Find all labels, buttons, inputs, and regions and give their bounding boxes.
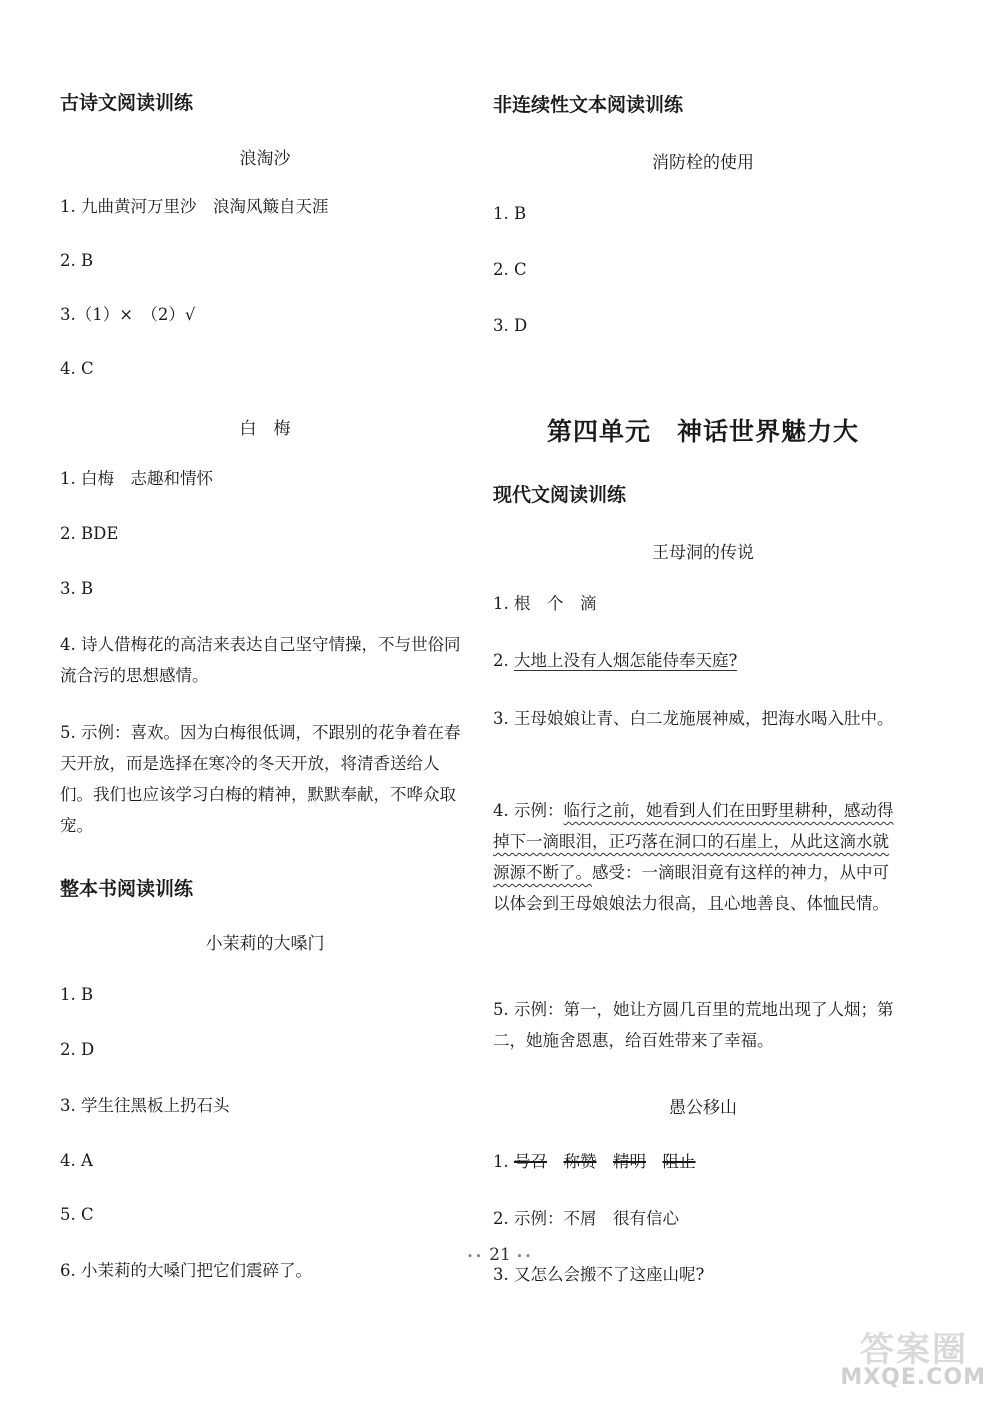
answer-item: 3. D (493, 316, 528, 335)
answer-item: 5. 示例：第一，她让方圆几百里的荒地出现了人烟；第二，她施舍恩惠，给百姓带来了幸福。 (493, 1000, 894, 1050)
answer-item: 6. 小茉莉的大嗓门把它们震碎了。 (60, 1261, 312, 1280)
answer-item: 2. BDE (60, 524, 119, 543)
answer-item: 1. 九曲黄河万里沙 浪淘风簸自天涯 (60, 197, 329, 216)
answer-item: 1. B (60, 985, 94, 1004)
section-title-modern-text: 现代文阅读训练 (493, 484, 627, 506)
section-title-classical-poetry: 古诗文阅读训练 (60, 92, 194, 114)
site-watermark-logo (816, 1320, 986, 1390)
poem-title-baimei: 白 梅 (239, 419, 291, 439)
dot-ornament-left: •• (466, 1250, 484, 1263)
story-title-yugongyishan: 愚公移山 (669, 1098, 737, 1118)
answer-item: 3. 王母娘娘让青、白二龙施展神威，把海水喝入肚中。 (493, 709, 894, 728)
watermark-top-text: 答案圈 (860, 1330, 968, 1370)
answer-item: 2. B (60, 251, 94, 270)
struck-word: 号召 (514, 1152, 547, 1171)
answer-prefix: 示例： (514, 801, 564, 820)
underlined-answer: 大地上没有人烟怎能侍奉天庭? (514, 651, 738, 670)
answer-item: 4. A (60, 1151, 93, 1170)
watermark-bottom-text: MXQE.COM (840, 1365, 986, 1390)
page-number-text: 21 (489, 1245, 511, 1265)
answer-item: 1. 白梅 志趣和情怀 (60, 469, 213, 488)
page-number (0, 1245, 1000, 1265)
section-title-whole-book: 整本书阅读训练 (60, 878, 194, 900)
answer-item: 4. 诗人借梅花的高洁来表达自己坚守情操，不与世俗同流合污的思想感情。 (60, 635, 461, 685)
answer-item: 1. B (493, 204, 527, 223)
answer-item: 4. C (60, 359, 94, 378)
book-title: 小茉莉的大嗓门 (205, 934, 325, 954)
answer-item: 1. 根 个 滴 (493, 594, 597, 613)
wavy-underlined-answer: 临行之前，她看到人们在田野里耕种，感动得掉下一滴眼泪，正巧落在洞口的石崖上，从此这滴水就源源不断了。 (493, 801, 894, 882)
answer-number: 1. (493, 1152, 514, 1171)
answer-number: 4. (493, 801, 514, 820)
poem-title-langtaosha: 浪淘沙 (239, 149, 291, 169)
answer-feeling: 感受：一滴眼泪竟有这样的神力，从中可以体会到王母娘娘法力很高，且心地善良、体恤民情。 (493, 863, 889, 913)
answer-item: 5. C (60, 1205, 94, 1224)
unit-title: 第四单元 神话世界魅力大 (546, 417, 859, 446)
story-title-wangmudong: 王母洞的传说 (652, 543, 754, 563)
answer-item: 3. 又怎么会搬不了这座山呢? (493, 1265, 705, 1284)
answer-item: 2. C (493, 260, 527, 279)
answer-item (493, 795, 905, 919)
section-title-non-continuous-text: 非连续性文本阅读训练 (493, 94, 684, 116)
answer-item: 3. 学生往黑板上扔石头 (60, 1096, 230, 1115)
struck-word: 精明 (613, 1152, 646, 1171)
answer-item: 2. D (60, 1040, 95, 1059)
struck-word: 阻止 (662, 1152, 696, 1171)
answer-number: 2. (493, 651, 514, 670)
answer-item: 3. B (60, 579, 94, 598)
dot-ornament-right: •• (516, 1250, 534, 1263)
answer-item (493, 645, 737, 676)
answer-item (493, 1146, 696, 1177)
answer-item: 2. 示例：不屑 很有信心 (493, 1209, 679, 1228)
struck-word: 称赞 (563, 1152, 597, 1171)
text-title-fire-hydrant: 消防栓的使用 (652, 153, 754, 173)
answer-item: 5. 示例：喜欢。因为白梅很低调，不跟别的花争着在春天开放，而是选择在寒冷的冬天开放，将清香送给人们。我们也应该学习白梅的精神，默默奉献，不哗众取宠。 (60, 723, 461, 835)
answer-item: 3.（1）× （2）√ (60, 305, 196, 324)
